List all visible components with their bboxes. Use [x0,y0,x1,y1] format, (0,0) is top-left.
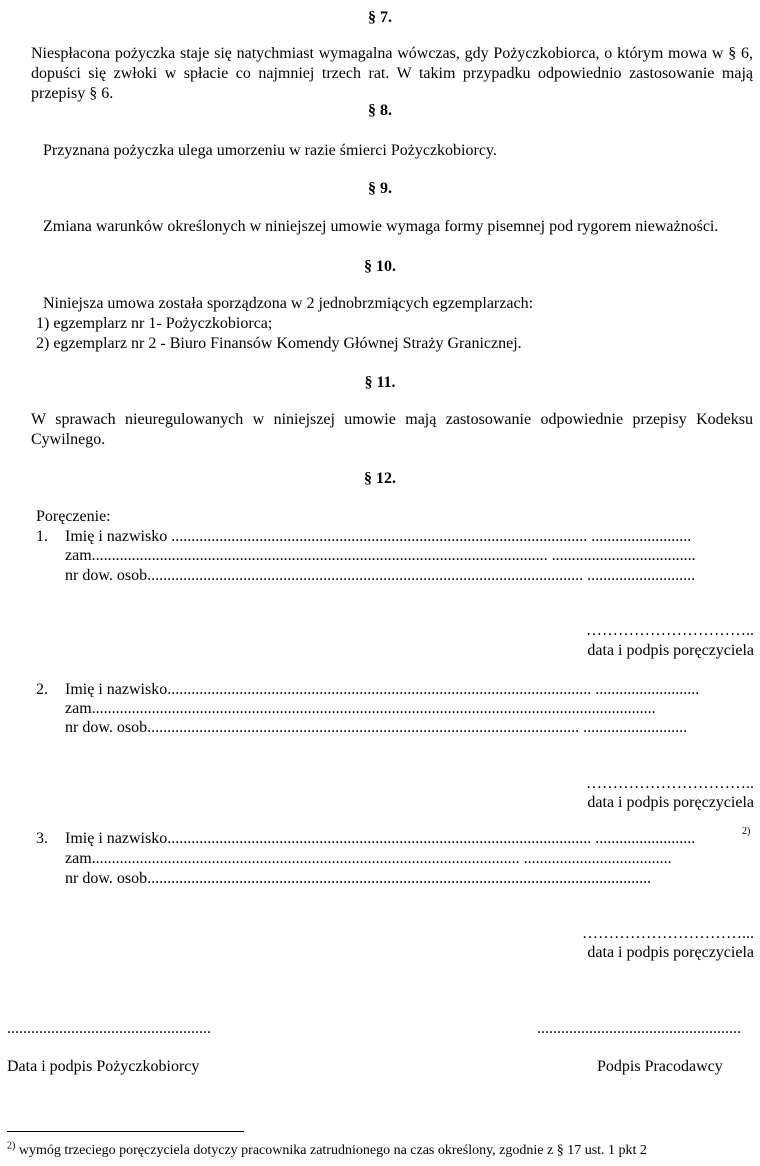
footnote-separator [7,1131,244,1132]
borrower-signature-label: Data i podpis Pożyczkobiorcy [7,1058,200,1075]
section-10-item-1: 1) egzemplarz nr 1- Pożyczkobiorca; [36,315,273,332]
guarantor-id-field[interactable]: nr dow. osob............................................................................................................ .......................... [65,719,688,736]
footnote-reference: 2) [742,826,751,837]
guarantor-number: 2. [36,681,48,698]
borrower-signature-line[interactable]: ................................................... [7,1020,211,1037]
employer-signature-label: Podpis Pracodawcy [597,1058,723,1075]
section-11-heading: § 11. [364,374,396,391]
guarantor-signature-label: data i podpis poręczyciela [587,944,754,961]
section-12-heading: § 12. [364,470,396,487]
section-10-intro: Niniejsza umowa została sporządzona w 2 jednobrzmiących egzemplarzach: [43,295,534,312]
guarantor-id-field[interactable]: nr dow. osob............................................................................................................. ........................... [65,567,696,584]
section-10-heading: § 10. [364,258,396,275]
guarantor-signature-label: data i podpis poręczyciela [587,642,754,659]
guarantor-signature-line[interactable]: ………………………….. [586,622,754,639]
section-7-text: Niespłacona pożyczka staje się natychmiast wymagalna wówczas, gdy Pożyczkobiorca, o którym mowa w § 6, dopuści się zwłoki w spłacie co najmniej trzech rat. W takim przypadku odpowiednio zastosowanie mają przepisy § 6. [31,45,753,102]
footnote [7,1141,647,1161]
section-9-heading: § 9. [368,180,392,197]
guarantor-name-field[interactable]: Imię i nazwisko ........................................................................................................ ......................... [65,528,692,545]
section-8-text: Przyznana pożyczka ulega umorzeniu w razie śmierci Pożyczkobiorcy. [43,142,497,159]
section-8-heading: § 8. [368,102,392,119]
guarantor-number: 1. [36,528,48,545]
guarantor-id-field[interactable]: nr dow. osob.............................................................................................................................. [65,870,652,887]
guarantor-number: 3. [36,830,48,847]
guarantor-name-field[interactable]: Imię i nazwisko.......................................................................................................... .......................... [65,681,700,698]
guarantor-address-field[interactable]: zam............................................................................................................................................. [65,700,656,717]
guarantee-label: Poręczenie: [36,508,111,525]
guarantor-signature-line[interactable]: ………………………….. [586,775,754,792]
guarantor-name-field[interactable]: Imię i nazwisko.......................................................................................................... ......................... [65,830,696,847]
section-9-text: Zmiana warunków określonych w niniejszej umowie wymaga formy pisemnej pod rygorem nieważności. [43,218,719,235]
footnote-mark: 2) [7,1140,16,1152]
section-7-heading: § 7. [368,9,392,26]
guarantor-signature-line[interactable]: …………………………... [582,925,754,942]
employer-signature-line[interactable]: ................................................... [537,1020,741,1037]
section-10-item-2: 2) egzemplarz nr 2 - Biuro Finansów Komendy Głównej Straży Granicznej. [36,335,522,352]
footnote-text: wymóg trzeciego poręczyciela dotyczy pracownika zatrudnionego na czas określony, zgodnie z § 17 ust. 1 pkt 2 [15,1143,647,1158]
guarantor-address-field[interactable]: zam........................................................................................................... ..................................... [65,850,672,867]
section-11-text: W sprawach nieuregulowanych w niniejszej umowie mają zastosowanie odpowiednie przepisy Kodeksu Cywilnego. [31,411,753,448]
guarantor-signature-label: data i podpis poręczyciela [587,794,754,811]
guarantor-address-field[interactable]: zam.................................................................................................................. .................................... [65,547,696,564]
